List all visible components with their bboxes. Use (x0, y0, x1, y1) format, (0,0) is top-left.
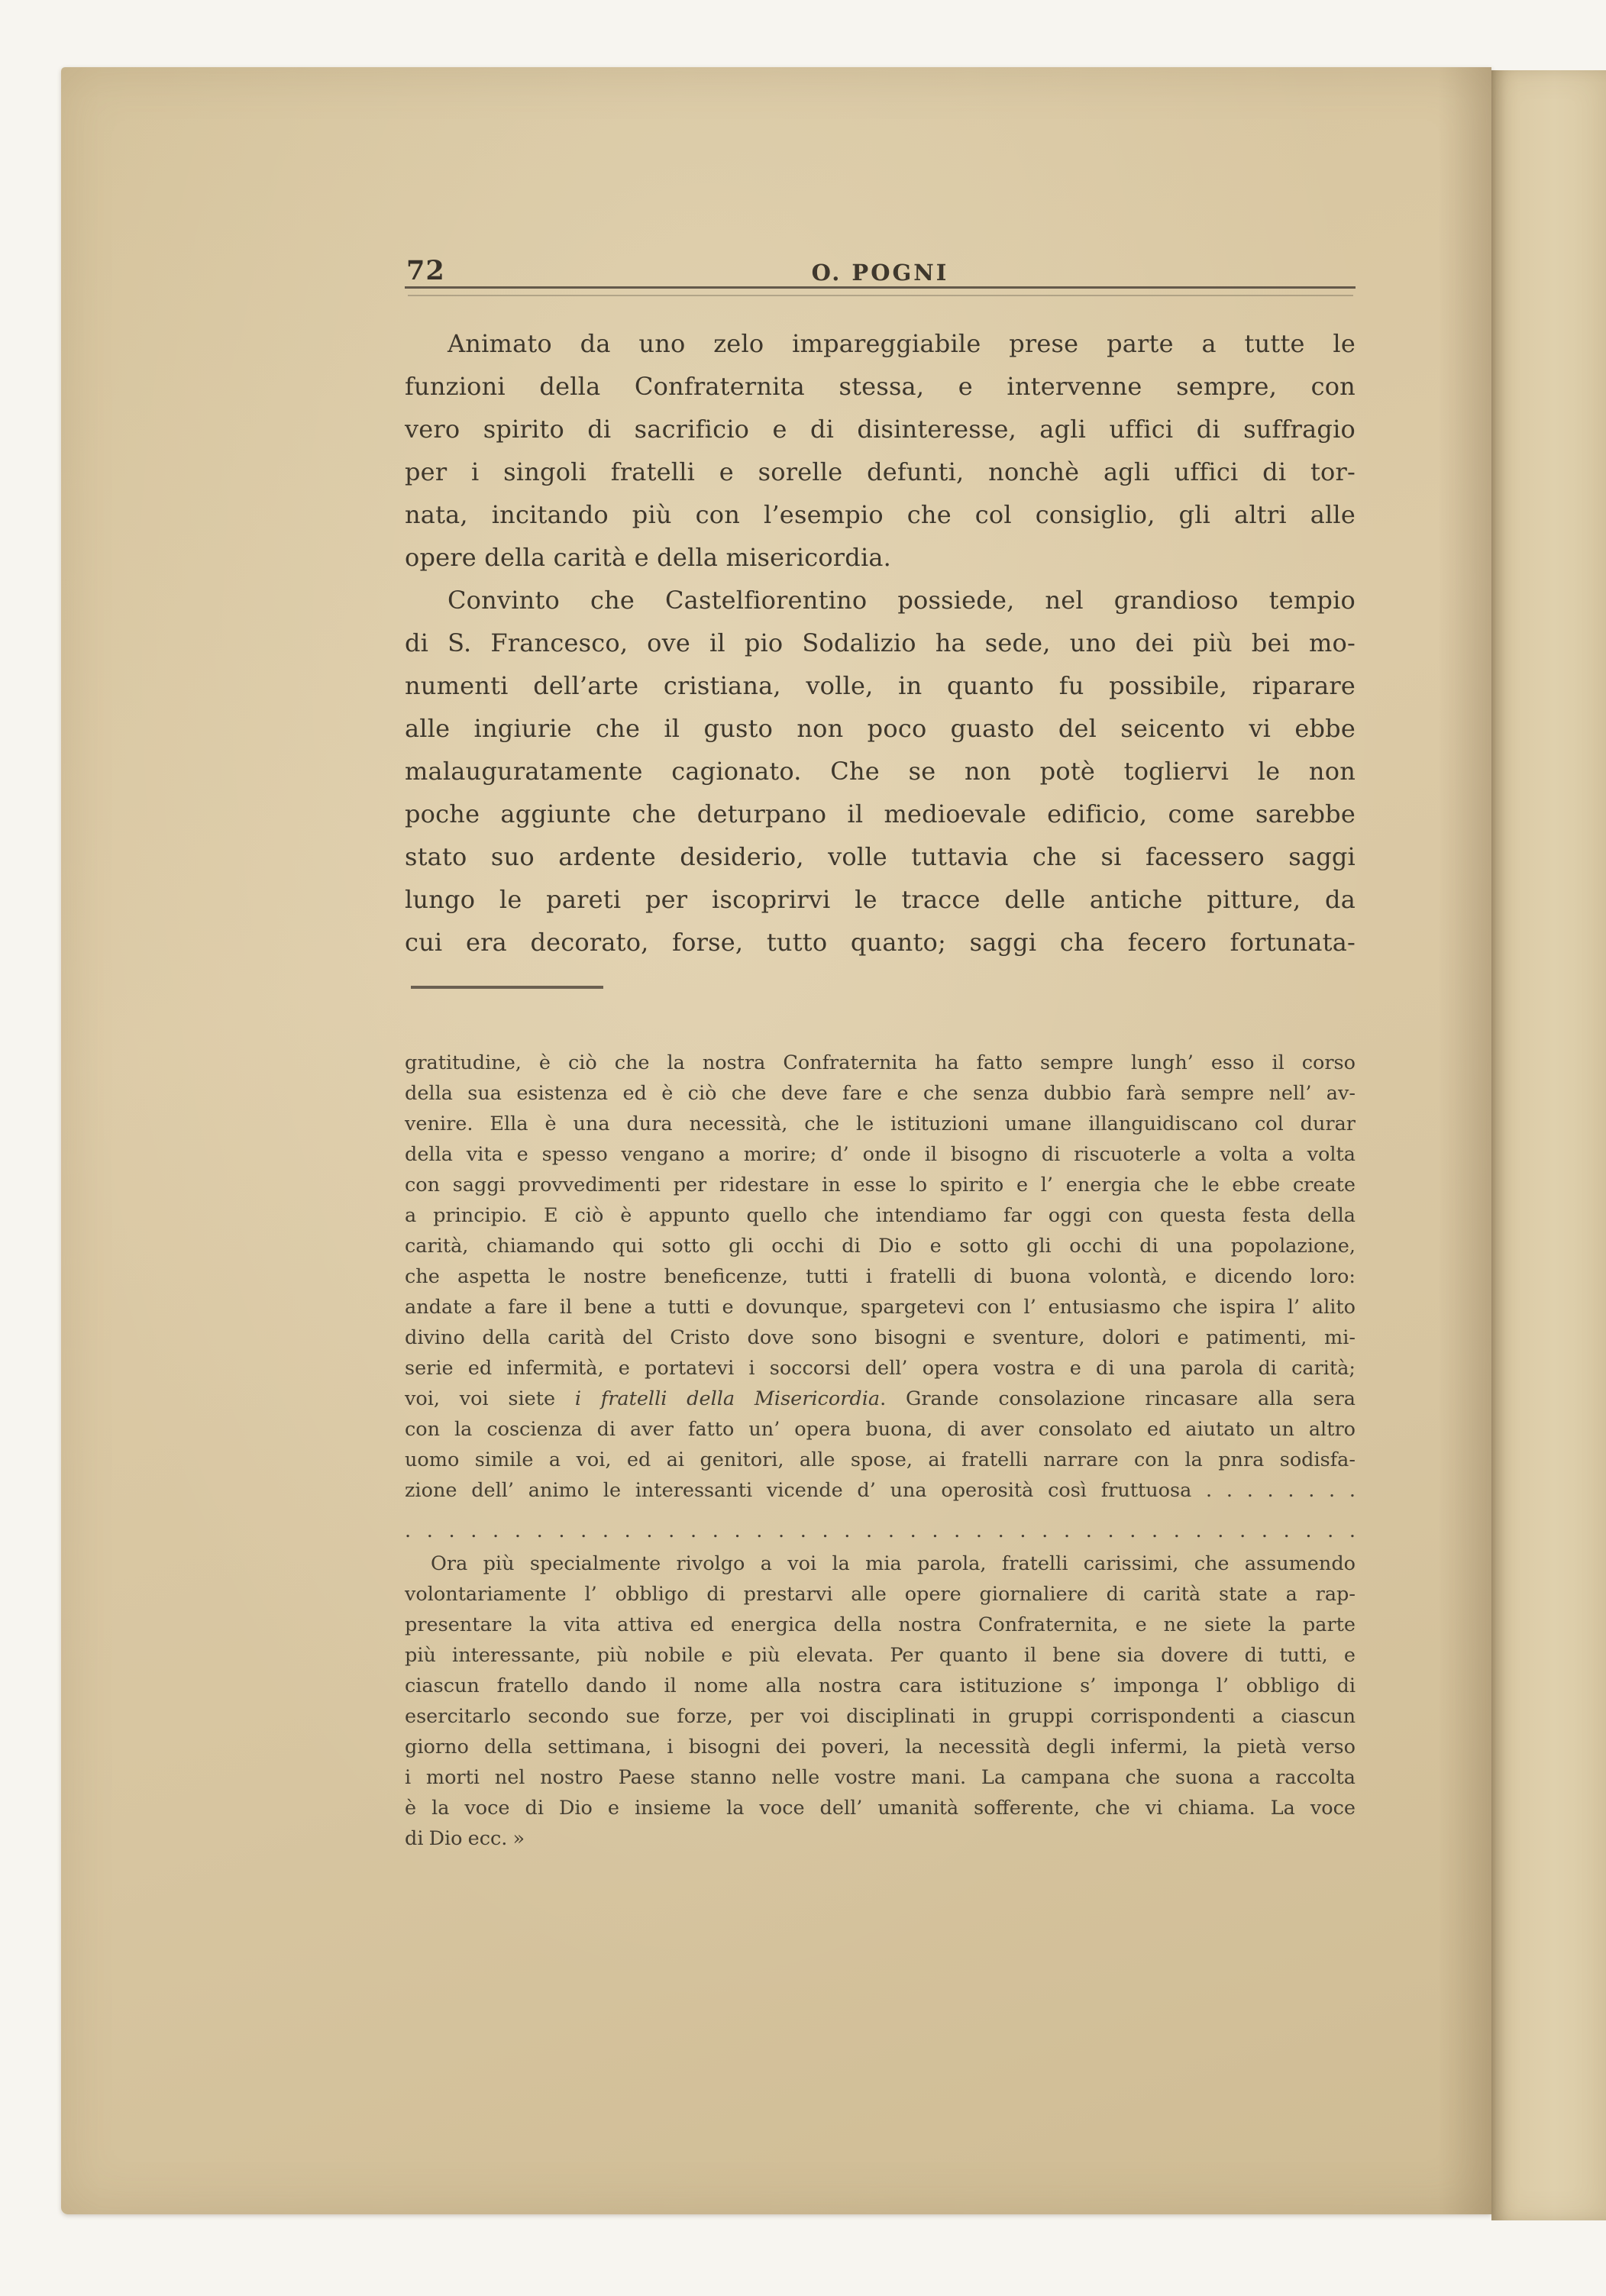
text-line: esercitarlo secondo sue forze, per voi disciplinati in gruppi corrispondenti a ciascun (405, 1705, 1356, 1728)
text-line: nata, incitando più con l’esempio che col consiglio, gli altri alle (405, 500, 1356, 529)
footnote-part-1 (405, 1048, 1356, 1506)
book-page (61, 67, 1491, 2214)
text-line: venire. Ella è una dura necessità, che le istituzioni umane illanguidiscano col durar (405, 1112, 1356, 1135)
text-line: i morti nel nostro Paese stanno nelle vostre mani. La campana che suona a raccolta (405, 1766, 1356, 1789)
adjacent-page-edge (1491, 70, 1606, 2220)
text-line: gratitudine, è ciò che la nostra Confraternita ha fatto sempre lungh’ esso il corso (405, 1051, 1356, 1074)
paragraph (405, 579, 1356, 964)
text-line: funzioni della Confraternita stessa, e intervenne sempre, con (405, 372, 1356, 401)
text-line: opere della carità e della misericordia. (405, 543, 892, 572)
text-line: serie ed infermità, e portatevi i soccorsi dell’ opera vostra e di una parola di carità; (405, 1357, 1356, 1380)
text-line: alle ingiurie che il gusto non poco guasto del seicento vi ebbe (405, 714, 1356, 743)
paragraph (405, 1048, 1356, 1506)
text-line: di Dio ecc. » (405, 1827, 525, 1850)
text-line: Animato da uno zelo impareggiabile prese parte a tutte le (448, 329, 1356, 358)
body-text (405, 322, 1356, 964)
paragraph (405, 322, 1356, 579)
text-line: voi, voi siete i fratelli della Misericordia. Grande consolazione rincasare alla sera (405, 1387, 1356, 1410)
text-line: per i singoli fratelli e sorelle defunti, nonchè agli uffici di tor- (405, 457, 1356, 486)
dotted-fill-line: . . . . . . . . . . . . . . . . . . . . . . . . . . . . . . . . . . . . . . . . . . . . (405, 1519, 1356, 1542)
footnote-separator-rule (411, 986, 603, 989)
text-line: stato suo ardente desiderio, volle tuttavia che si facessero saggi (405, 842, 1356, 871)
text-line: Convinto che Castelfiorentino possiede, nel grandioso tempio (448, 586, 1356, 615)
page-header (405, 255, 1356, 289)
text-line: è la voce di Dio e insieme la voce dell’ umanità sofferente, che vi chiama. La voce (405, 1797, 1356, 1820)
text-line: numenti dell’arte cristiana, volle, in quanto fu possibile, riparare (405, 671, 1356, 700)
running-header: O. POGNI (811, 260, 949, 286)
text-line: lungo le pareti per iscoprirvi le tracce delle antiche pitture, da (405, 885, 1356, 914)
text-line: vero spirito di sacrificio e di disinteresse, agli uffici di suffragio (405, 415, 1356, 444)
header-rule (405, 286, 1356, 289)
text-line: uomo simile a voi, ed ai genitori, alle spose, ai fratelli narrare con la pnra sodisfa- (405, 1448, 1356, 1471)
text-line: che aspetta le nostre beneficenze, tutti i fratelli di buona volontà, e dicendo loro: (405, 1265, 1356, 1288)
text-line: giorno della settimana, i bisogni dei poveri, la necessità degli infermi, la pietà verso (405, 1736, 1356, 1758)
header-rule-echo (408, 295, 1353, 296)
text-line: andate a fare il bene a tutti e dovunque, spargetevi con l’ entusiasmo che ispira l’ alito (405, 1296, 1356, 1319)
text-line: divino della carità del Cristo dove sono bisogni e sventure, dolori e patimenti, mi- (405, 1326, 1356, 1349)
text-line: presentare la vita attiva ed energica della nostra Confraternita, e ne siete la parte (405, 1613, 1356, 1636)
text-line: volontariamente l’ obbligo di prestarvi alle opere giornaliere di carità state a rap- (405, 1583, 1356, 1606)
page-number: 72 (406, 255, 445, 286)
footnote-part-2 (405, 1548, 1356, 1854)
text-line: carità, chiamando qui sotto gli occhi di Dio e sotto gli occhi di una popolazione, (405, 1235, 1356, 1258)
text-line: più interessante, più nobile e più elevata. Per quanto il bene sia dovere di tutti, e (405, 1644, 1356, 1667)
text-line: ciascun fratello dando il nome alla nostra cara istituzione s’ imponga l’ obbligo di (405, 1674, 1356, 1697)
text-line: della sua esistenza ed è ciò che deve fare e che senza dubbio farà sempre nell’ av- (405, 1082, 1356, 1105)
text-line: a principio. E ciò è appunto quello che intendiamo far oggi con questa festa della (405, 1204, 1356, 1227)
page-content (405, 67, 1356, 2214)
text-line: cui era decorato, forse, tutto quanto; saggi cha fecero fortunata- (405, 928, 1356, 957)
text-line: poche aggiunte che deturpano il medioevale edificio, come sarebbe (405, 799, 1356, 828)
paragraph (405, 1548, 1356, 1854)
text-line: Ora più specialmente rivolgo a voi la mia parola, fratelli carissimi, che assumendo (431, 1552, 1356, 1575)
text-line: malauguratamente cagionato. Che se non potè togliervi le non (405, 757, 1356, 786)
footnote-text (405, 1048, 1356, 1854)
text-line: della vita e spesso vengano a morire; d’ onde il bisogno di riscuoterle a volta a volta (405, 1143, 1356, 1166)
text-line: con la coscienza di aver fatto un’ opera buona, di aver consolato ed aiutato un altro (405, 1418, 1356, 1441)
text-line: con saggi provvedimenti per ridestare in esse lo spirito e l’ energia che le ebbe create (405, 1174, 1356, 1196)
text-line: di S. Francesco, ove il pio Sodalizio ha sede, uno dei più bei mo- (405, 628, 1356, 657)
text-line: zione dell’ animo le interessanti vicende d’ una operosità così fruttuosa . . . . . . . . (405, 1479, 1356, 1502)
